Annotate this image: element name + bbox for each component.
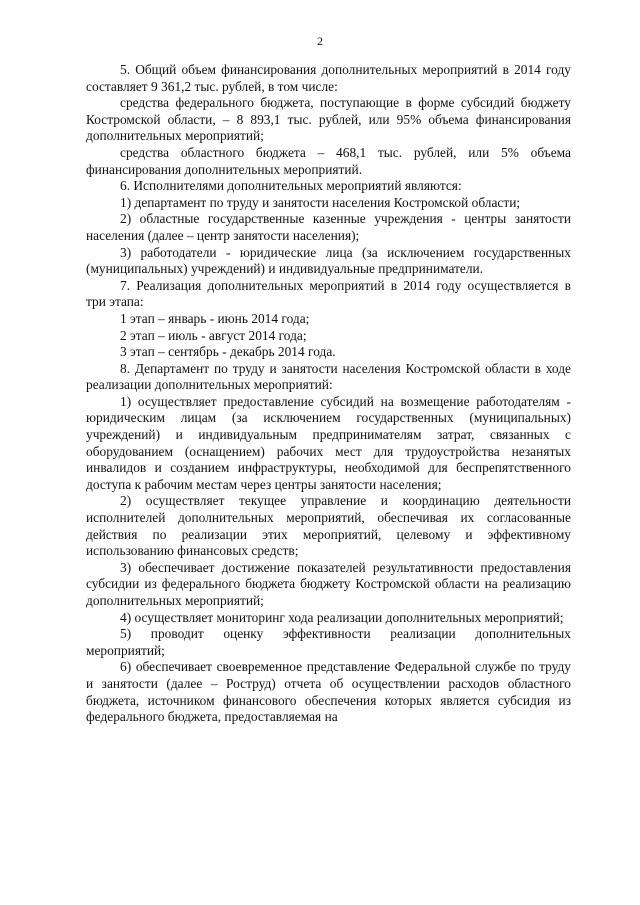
paragraph-regional-budget-funds: средства областного бюджета – 468,1 тыс. рублей, или 5% объема финансирования дополнительных мероприятий.	[86, 144, 571, 177]
paragraph-duty-2: 2) осуществляет текущее управление и координацию деятельности исполнителей дополнительных мероприятий, обеспечивая их согласованные действия по реализации этих мероприятий, целевому и эффективному использованию финансовых средств;	[86, 493, 571, 559]
paragraph-stage-1: 1 этап – январь - июнь 2014 года;	[120, 310, 310, 326]
paragraph-stage-2: 2 этап – июль - август 2014 года;	[120, 327, 307, 343]
paragraph-duty-6: 6) обеспечивает своевременное представление Федеральной службе по труду и занятости (далее – Роструд) отчета об осуществлении расходов областного бюджета, источником финансового обеспечения которых является субсидия из федерального бюджета, предоставляемая на	[86, 659, 571, 725]
paragraph-executor-1: 1) департамент по труду и занятости населения Костромской области;	[120, 194, 521, 210]
paragraph-federal-budget-funds: средства федерального бюджета, поступающие в форме субсидий бюджету Костромской области, – 8 893,1 тыс. рублей, или 95% объема финансирования дополнительных мероприятий;	[86, 95, 571, 144]
document-body	[86, 62, 571, 726]
paragraph-executor-3: 3) работодатели - юридические лица (за исключением государственных (муниципальных) учреждений) и индивидуальные предприниматели.	[86, 244, 571, 277]
paragraph-duty-4: 4) осуществляет мониторинг хода реализации дополнительных мероприятий;	[120, 609, 564, 625]
paragraph-stage-3: 3 этап – сентябрь - декабрь 2014 года.	[120, 344, 336, 360]
paragraph-8-department-heading: 8. Департамент по труду и занятости населения Костромской области в ходе реализации дополнительных мероприятий:	[86, 360, 571, 393]
paragraph-duty-3: 3) обеспечивает достижение показателей результативности предоставления субсидии из федерального бюджета бюджету Костромской области на реализацию дополнительных мероприятий;	[86, 559, 571, 608]
paragraph-duty-1: 1) осуществляет предоставление субсидий на возмещение работодателям - юридическим лицам (за исключением государственных (муниципальных) учреждений) и индивидуальным предпринимателям затрат, связанных с оборудованием (оснащением) рабочих мест для трудоустройства незанятых инвалидов и созданием инфраструктуры, необходимой для беспрепятственного доступа к рабочим местам через центры занятости населения;	[86, 393, 571, 492]
paragraph-executor-2: 2) областные государственные казенные учреждения - центры занятости населения (далее – центр занятости населения);	[86, 211, 571, 243]
paragraph-5-total-financing: 5. Общий объем финансирования дополнительных мероприятий в 2014 году составляет 9 361,2 тыс. рублей, в том числе:	[86, 62, 571, 94]
page-number: 2	[317, 34, 323, 48]
paragraph-duty-5: 5) проводит оценку эффективности реализации дополнительных мероприятий;	[86, 626, 571, 658]
paragraph-7-stages-heading: 7. Реализация дополнительных мероприятий в 2014 году осуществляется в три этапа:	[86, 277, 571, 310]
paragraph-6-executors-heading: 6. Исполнителями дополнительных мероприятий являются:	[120, 178, 462, 194]
